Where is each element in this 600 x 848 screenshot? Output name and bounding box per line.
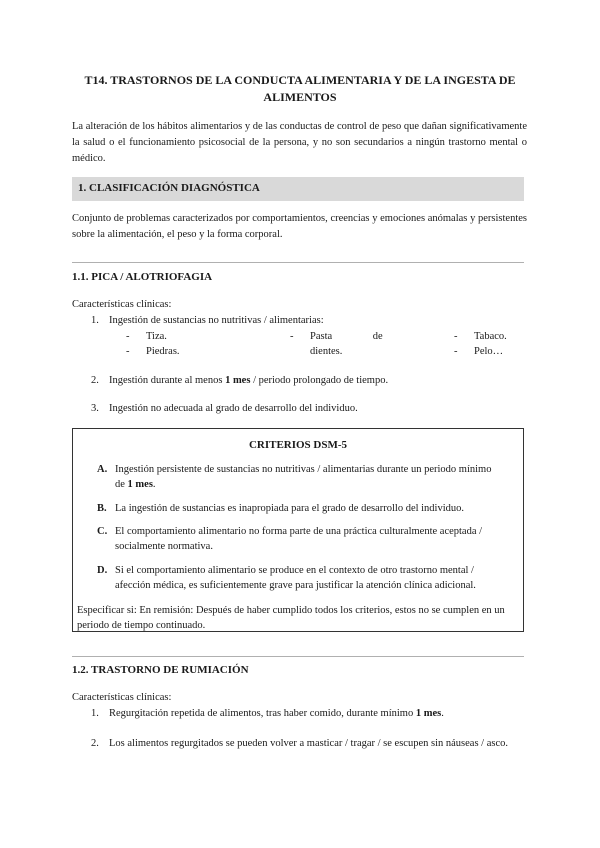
- substance-stones: Piedras.: [146, 346, 180, 357]
- criterion-a-text: Ingestión persistente de sustancias no nutritivas / alimentarias durante un periodo mínimo de: [115, 464, 492, 490]
- pica-item-1-number: 1.: [91, 315, 99, 326]
- criterion-d-letter: D.: [97, 565, 108, 576]
- rumination-item-2-text: Los alimentos regurgitados se pueden volver a masticar / tragar / se escupen sin náuseas / asco.: [109, 738, 508, 749]
- divider-1: [72, 262, 524, 263]
- rumination-item-1-number: 1.: [91, 708, 99, 719]
- intro-paragraph: La alteración de los hábitos alimentarios y de las conductas de control de peso que dañan significativamente la salud o el funcionamiento psicosocial de la persona, y no son secundarios a ningún trastorno mental o médico.: [72, 121, 527, 164]
- criterion-a-end: .: [152, 479, 156, 490]
- section-1-heading: 1. CLASIFICACIÓN DIAGNÓSTICA: [78, 182, 260, 194]
- substance-tobacco: Tabaco.: [474, 331, 507, 342]
- title-line-1: T14. TRASTORNOS DE LA CONDUCTA ALIMENTARIA Y DE LA INGESTA DE: [84, 73, 516, 87]
- pica-item-2-number: 2.: [91, 375, 99, 386]
- pica-item-3-number: 3.: [91, 403, 99, 414]
- document-page: T14. TRASTORNOS DE LA CONDUCTA ALIMENTARIA Y DE LA INGESTA DE ALIMENTOS La alteración de los hábitos alimentarios y de las conductas de control de peso que dañan significativamente la salud o el funcionamiento psicosocial de la persona, y no son secundarios a ningún trastorno mental o médico. 1. CLASIFICACIÓN DIAGNÓSTICA Conjunto de problemas caracterizados por comportamientos, creencias y emociones anómalas y persistentes sobre la alimentación, el peso y la forma corporal. 1.1. PICA / ALOTRIOFAGIA Características clínicas: 1. Ingestión de sustancias no nutritivas / alimentarias: - Tiza. - Piedras. - Pasta de dientes. - Tabaco. - Pelo… 2. Ingestión durante al menos 1 mes / periodo prolongado de tiempo. 3. Ingestión no adecuada al grado de desarrollo del individuo. CRITERIOS DSM-5 A. Ingestión persistente de sustancias no nutritivas / alimentarias durante un periodo mínimo de 1 mes. B. La ingestión de sustancias es inapropiada para el grado de desarrollo del individuo. C. El comportamiento alimentario no forma parte de una práctica culturalmente aceptada / socialmente normativa. D. Si el comportamiento alimentario se produce en el contexto de otro trastorno mental / afección médica, es suficientemente grave para justificar la atención clínica adicional. Especificar si: En remisión: Después de haber cumplido todos los criterios, estos no se cumplen en un periodo de tiempo continuado. 1.2. TRASTORNO DE RUMIACIÓN Características clínicas: 1. Regurgitación repetida de alimentos, tras haber comido, durante mínimo 1 mes. 2. Los alimentos regurgitados se pueden volver a masticar / tragar / se escupen sin náuseas / asco.: [0, 0, 600, 848]
- section-1-text: Conjunto de problemas caracterizados por comportamientos, creencias y emociones anómalas y persistentes sobre la alimentación, el peso y la forma corporal.: [72, 213, 527, 240]
- substance-toothpaste-1: Pasta de: [310, 331, 383, 342]
- criterion-d-text: Si el comportamiento alimentario se produce en el contexto de otro trastorno mental / afección médica, es suficientemente grave para justificar la atención clínica adicional.: [115, 565, 476, 591]
- criterion-b-letter: B.: [97, 503, 107, 514]
- divider-2: [72, 656, 524, 657]
- substance-chalk: Tiza.: [146, 331, 167, 342]
- criteria-specify-note: Especificar si: En remisión: Después de haber cumplido todos los criterios, estos no se cumplen en un periodo de tiempo continuado.: [77, 605, 505, 631]
- criterion-c-letter: C.: [97, 526, 108, 537]
- pica-item-2-text-b: / periodo prolongado de tiempo.: [250, 375, 389, 386]
- criterion-c-text: El comportamiento alimentario no forma parte de una práctica culturalmente aceptada / socialmente normativa.: [115, 526, 483, 552]
- criterion-b-text: La ingestión de sustancias es inapropiada para el grado de desarrollo del individuo.: [115, 503, 465, 514]
- dsm5-criteria-title: CRITERIOS DSM-5: [248, 439, 348, 451]
- pica-item-2-bold: 1 mes: [225, 375, 251, 386]
- criterion-a-letter: A.: [97, 464, 108, 475]
- pica-item-2-text-a: Ingestión durante al menos: [109, 375, 226, 386]
- title-line-2: ALIMENTOS: [263, 90, 337, 104]
- rumination-item-2-number: 2.: [91, 738, 99, 749]
- criterion-a-bold: 1 mes: [127, 479, 153, 490]
- rumination-item-1-bold: 1 mes: [415, 708, 442, 719]
- pica-heading: 1.1. PICA / ALOTRIOFAGIA: [72, 271, 213, 283]
- section-1-heading-bar: [72, 177, 524, 201]
- rumination-item-1-text: Regurgitación repetida de alimentos, tras haber comido, durante mínimo: [109, 708, 416, 719]
- pica-item-1-text: Ingestión de sustancias no nutritivas / alimentarias:: [109, 315, 324, 326]
- substance-hair: Pelo…: [474, 346, 504, 357]
- rumination-item-1-end: .: [441, 708, 444, 719]
- pica-item-3-text: Ingestión no adecuada al grado de desarrollo del individuo.: [109, 403, 358, 414]
- pica-clinical-label: Características clínicas:: [72, 299, 172, 310]
- dsm5-criteria-box: [72, 428, 524, 632]
- document-title: [60, 72, 540, 106]
- rumination-clinical-label: Características clínicas:: [72, 692, 172, 703]
- rumination-heading: 1.2. TRASTORNO DE RUMIACIÓN: [72, 664, 249, 676]
- substance-toothpaste-2: dientes.: [310, 346, 343, 357]
